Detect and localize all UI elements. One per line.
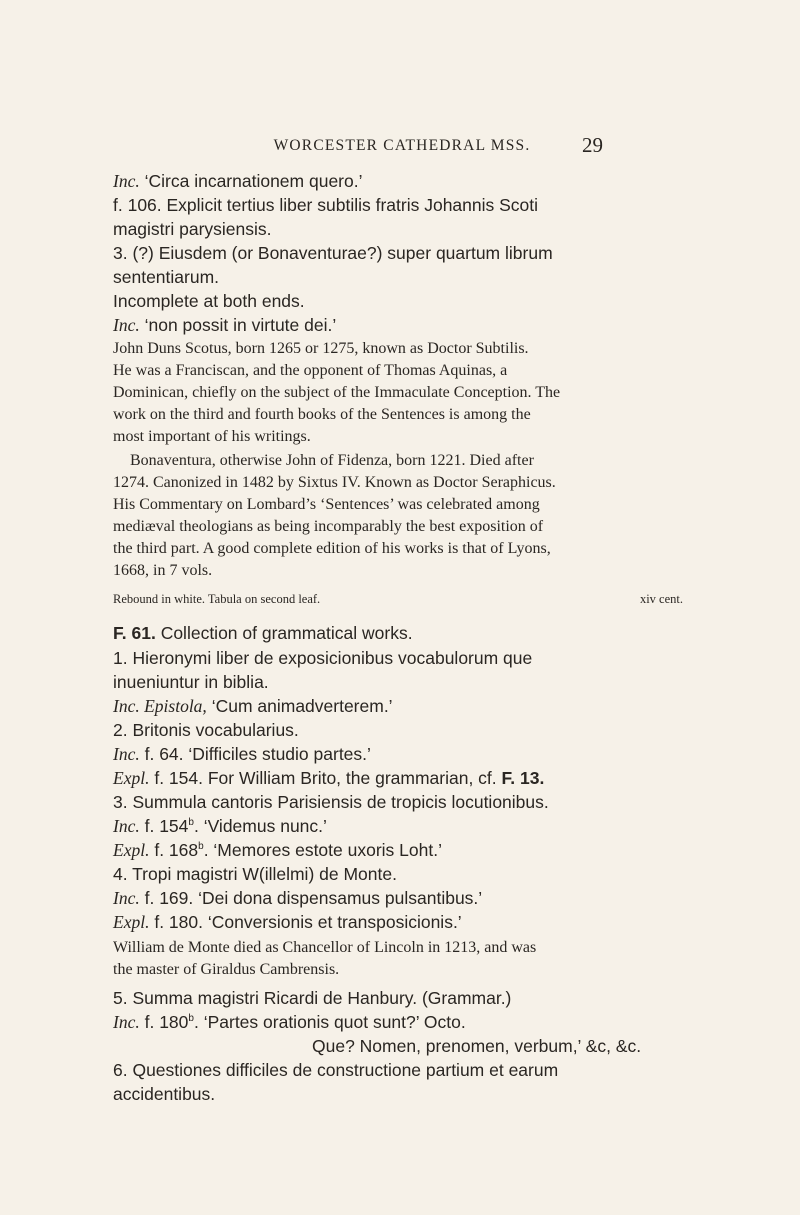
explicit-line <box>113 911 462 933</box>
explicit-text: f. 154. For William Brito, the grammarian, cf. <box>154 768 497 788</box>
note-line: John Duns Scotus, born 1265 or 1275, known as Doctor Subtilis. <box>113 340 529 357</box>
expl-label: Expl. <box>113 912 150 932</box>
incipit-text: . ‘Partes orationis quot sunt?’ Octo. <box>193 1012 466 1032</box>
incipit-line <box>113 695 393 717</box>
binding-description: Rebound in white. Tabula on second leaf. <box>113 592 321 606</box>
manuscript-title: Collection of grammatical works. <box>160 623 413 643</box>
incipit-text: f. 64. ‘Difficiles studio partes.’ <box>144 744 371 764</box>
note-line: Bonaventura, otherwise John of Fidenza, born 1221. Died after <box>130 452 534 469</box>
text-line: 3. Summula cantoris Parisiensis de tropicis locutionibus. <box>113 792 549 812</box>
incipit-line <box>113 815 327 837</box>
note-line: He was a Franciscan, and the opponent of Thomas Aquinas, a <box>113 362 508 379</box>
incipit-text: f. 169. ‘Dei dona dispensamus pulsantibus.’ <box>144 888 483 908</box>
folio-superscript: b <box>198 841 204 853</box>
century-date: xiv cent. <box>639 592 683 606</box>
note-line: most important of his writings. <box>113 428 311 445</box>
text-line: magistri parysiensis. <box>113 219 272 239</box>
text-line: 1. Hieronymi liber de exposicionibus vocabulorum que <box>113 648 533 668</box>
incipit-line <box>113 887 482 909</box>
note-line: 1274. Canonized in 1482 by Sixtus IV. Known as Doctor Seraphicus. <box>113 474 556 491</box>
incipit-text: ‘Circa incarnationem quero.’ <box>144 171 363 191</box>
note-line: work on the third and fourth books of the Sentences is among the <box>113 406 531 423</box>
folio-ref: f. 180 <box>144 1012 189 1032</box>
text-line: 2. Britonis vocabularius. <box>113 720 299 740</box>
inc-label: Inc. <box>113 1012 140 1032</box>
folio-superscript: b <box>188 817 194 829</box>
inc-label: Inc. <box>113 816 140 836</box>
note-line: William de Monte died as Chancellor of Lincoln in 1213, and was <box>113 939 537 956</box>
text-line: accidentibus. <box>113 1084 216 1104</box>
text-line: 6. Questiones difficiles de constructione partium et earum <box>113 1060 559 1080</box>
text-line: Incomplete at both ends. <box>113 291 305 311</box>
binding-note <box>113 590 683 608</box>
inc-label: Inc. <box>113 315 140 335</box>
explicit-text: f. 180. ‘Conversionis et transposicionis.’ <box>154 912 462 932</box>
inc-label: Inc. <box>113 888 140 908</box>
incipit-line <box>113 1011 466 1033</box>
text-line: 4. Tropi magistri W(illelmi) de Monte. <box>113 864 397 884</box>
explicit-line <box>113 767 544 789</box>
text-line: 3. (?) Eiusdem (or Bonaventurae?) super quartum librum <box>113 243 553 263</box>
incipit-line <box>113 314 336 336</box>
cross-reference: F. 13. <box>501 768 545 788</box>
note-line: mediæval theologians as being incomparably the best exposition of <box>113 518 544 535</box>
inc-label: Inc. Epistola, <box>113 696 207 716</box>
incipit-text: ‘non possit in virtute dei.’ <box>144 315 337 335</box>
inc-label: Inc. <box>113 171 140 191</box>
running-header: WORCESTER CATHEDRAL MSS. <box>273 137 531 154</box>
expl-label: Expl. <box>113 768 150 788</box>
folio-superscript: b <box>188 1013 194 1025</box>
note-line: 1668, in 7 vols. <box>113 562 213 579</box>
text-line: inueniuntur in biblia. <box>113 672 269 692</box>
text-line: f. 106. Explicit tertius liber subtilis fratris Johannis Scoti <box>113 195 539 215</box>
incipit-text: . ‘Videmus nunc.’ <box>193 816 327 836</box>
note-line: His Commentary on Lombard’s ‘Sentences’ was celebrated among <box>113 496 540 513</box>
inc-label: Inc. <box>113 744 140 764</box>
note-line: the third part. A good complete edition of his works is that of Lyons, <box>113 540 551 557</box>
note-line: Dominican, chiefly on the subject of the Immaculate Conception. The <box>113 384 561 401</box>
manuscript-heading <box>113 622 413 644</box>
folio-ref: f. 168 <box>154 840 199 860</box>
expl-label: Expl. <box>113 840 150 860</box>
folio-ref: f. 154 <box>144 816 189 836</box>
note-line: the master of Giraldus Cambrensis. <box>113 961 340 978</box>
text-line: Que? Nomen, prenomen, verbum,’ &c, &c. <box>312 1036 642 1056</box>
explicit-text: . ‘Memores estote uxoris Loht.’ <box>203 840 442 860</box>
page-number: 29 <box>582 133 603 157</box>
explicit-line <box>113 839 442 861</box>
incipit-line <box>113 170 363 192</box>
text-line: 5. Summa magistri Ricardi de Hanbury. (Grammar.) <box>113 988 512 1008</box>
text-line: sententiarum. <box>113 267 220 287</box>
shelfmark: F. 61. <box>113 623 156 643</box>
incipit-text: ‘Cum animadverterem.’ <box>211 696 393 716</box>
incipit-line <box>113 743 371 765</box>
